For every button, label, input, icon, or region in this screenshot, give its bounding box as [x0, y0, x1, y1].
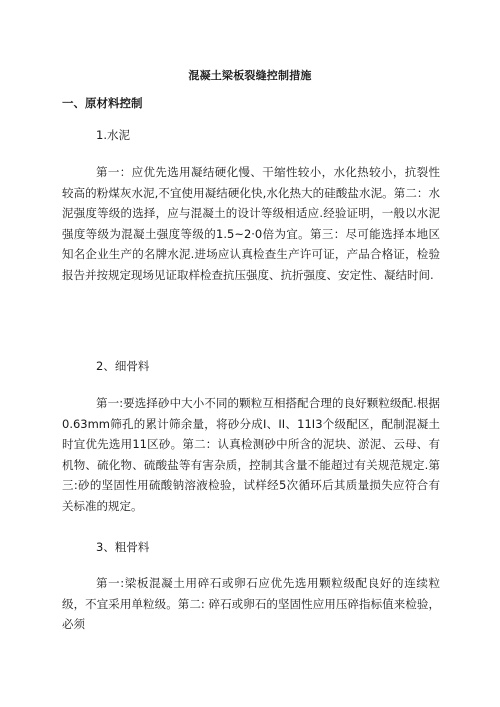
subheading-fine-aggregate: 2、细骨料	[96, 359, 150, 373]
section-heading-raw-materials: 一、原材料控制	[62, 96, 143, 110]
subheading-coarse-aggregate: 3、粗骨料	[96, 540, 150, 554]
document-title: 混凝土梁板裂缝控制措施	[188, 69, 312, 82]
paragraph-fine-aggregate: 第一:要选择砂中大小不同的颗粒互相搭配合理的良好颗粒级配.根据0.63mm筛孔的累计筛余量，将砂分成I、II、11I3个级配区，配制混凝土时宜优先选用11区砂。第二：认真检测砂中所含的泥块、淤泥、云母、有机物、硫化物、硫酸盐等有害杂质，控制其含量不能超过有关规范规定.第三:砂的坚固性用硫酸钠溶液检验，试样经5次循环后其质量损失应符合有关标准的规定。	[62, 396, 440, 513]
paragraph-coarse-aggregate: 第一:梁板混凝土用碎石或卵石应优先选用颗粒级配良好的连续粒级，不宜采用单粒级。第二: 碎石或卵石的坚固性应用压碎指标值来检验，必须	[62, 576, 440, 631]
subheading-cement: 1.水泥	[96, 128, 130, 142]
paragraph-cement: 第一：应优先选用凝结硬化慢、干缩性较小，水化热较小，抗裂性较高的粉煤灰水泥,不宜使用凝结硬化快,水化热大的硅酸盐水泥。第二：水泥强度等级的选择，应与混凝土的设计等级相适应.经验证明，一般以水泥强度等级为混凝土强度等级的1.5~2·0倍为宜。第三：尽可能选择本地区知名企业生产的名牌水泥.进场应认真检查生产许可证，产品合格证，检验报告并按规定现场见证取样检查抗压强度、抗折强度、安定性、凝结时间.	[62, 165, 440, 282]
